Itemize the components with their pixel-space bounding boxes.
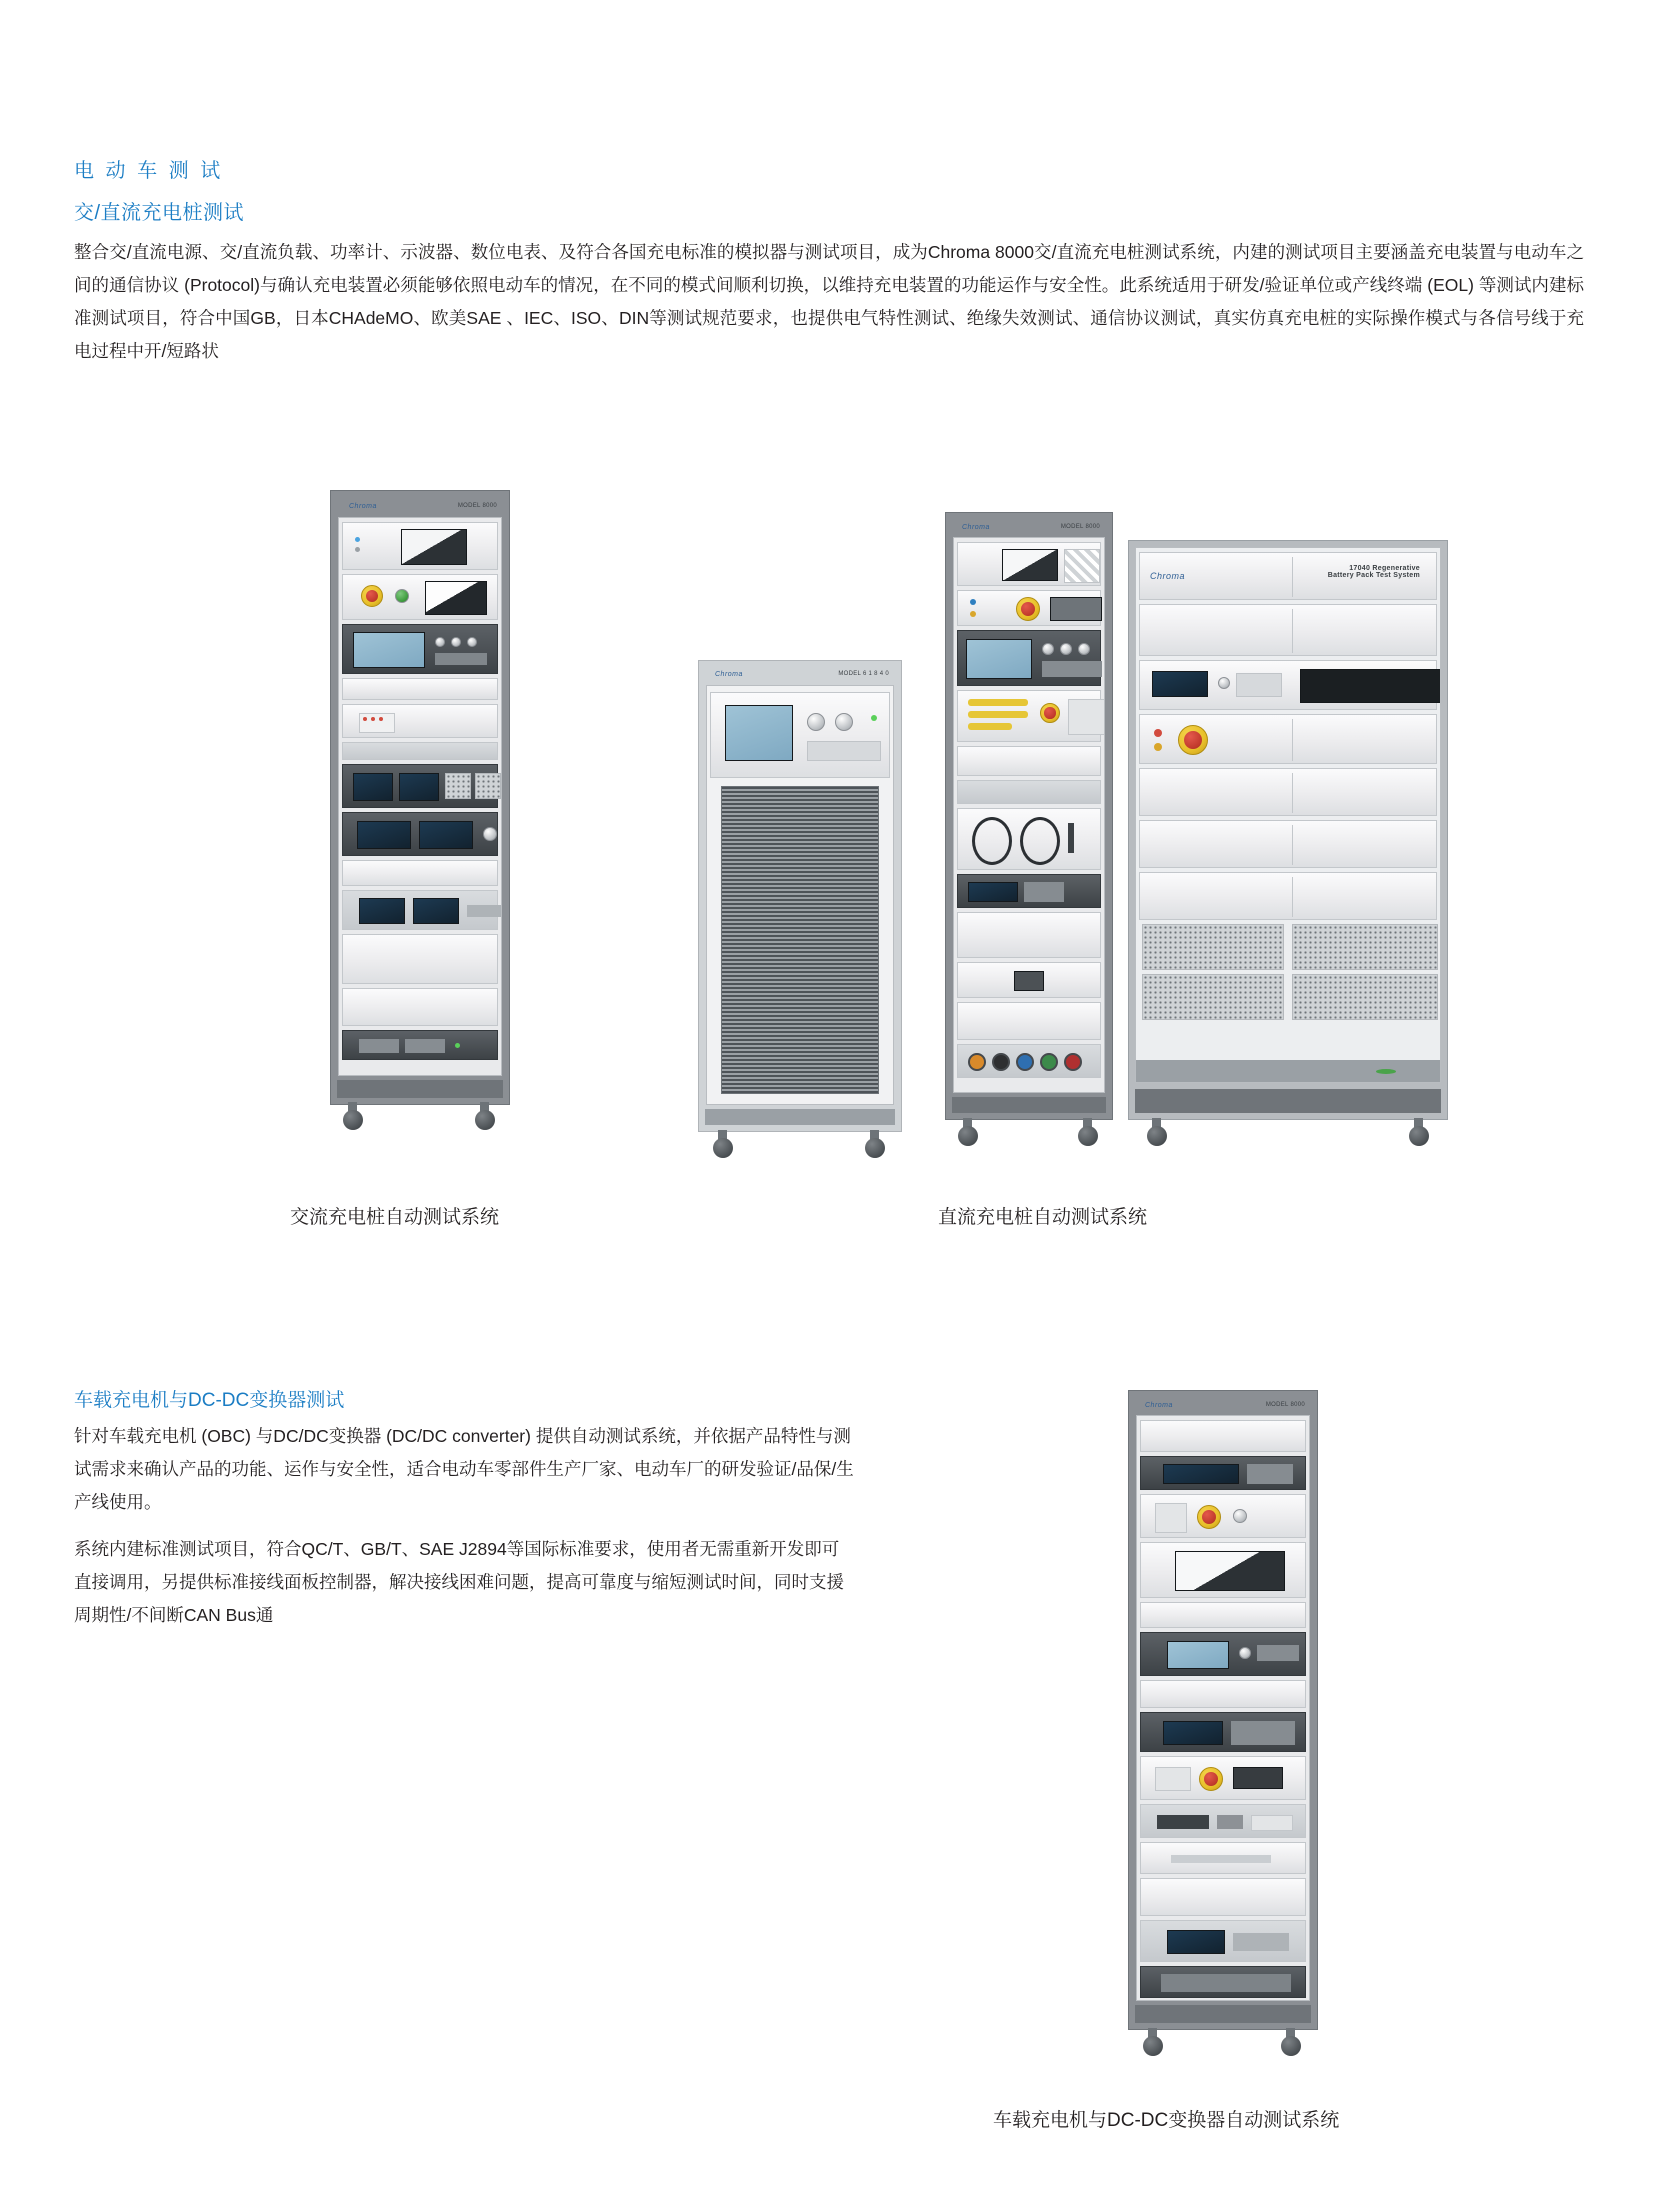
instrument-display	[353, 773, 393, 801]
cable-patch-unit	[957, 690, 1101, 742]
brand-label: Chroma	[962, 524, 990, 531]
keypad	[405, 1039, 445, 1053]
caster-wheel	[1078, 1126, 1098, 1146]
rack-unit	[1139, 604, 1437, 656]
charging-gun-cable	[1020, 817, 1060, 865]
display-panel	[1175, 1551, 1285, 1591]
brand-label: Chroma	[1150, 571, 1186, 581]
keypad	[1236, 673, 1282, 697]
brand-label: Chroma	[1145, 1402, 1173, 1409]
brand-label: Chroma	[349, 503, 377, 510]
oscilloscope-screen	[353, 632, 425, 668]
instrument-screen	[966, 639, 1032, 679]
instrument-display	[1163, 1464, 1239, 1484]
keypad	[1247, 1464, 1293, 1484]
panel-divider	[1292, 877, 1293, 917]
status-led	[1376, 1069, 1396, 1074]
controller-unit	[957, 874, 1101, 908]
interface-unit	[1140, 1804, 1306, 1838]
power-supply-unit	[342, 764, 498, 808]
controller-display	[725, 705, 793, 761]
power-unit	[1140, 1456, 1306, 1490]
rack-unit	[342, 522, 498, 570]
rack-cabinet	[945, 512, 1113, 1120]
analyzer-display	[1167, 1930, 1225, 1954]
ventilation-mesh	[1292, 924, 1438, 970]
rack-unit	[342, 860, 498, 886]
ventilation-mesh	[1292, 974, 1438, 1020]
system-name-line2: Battery Pack Test System	[1327, 572, 1420, 579]
rack-inner-panel	[953, 537, 1105, 1093]
display-unit	[1140, 1542, 1306, 1598]
instrument-screen	[1167, 1641, 1229, 1669]
rack-unit	[1139, 872, 1437, 920]
connector-strip	[1251, 1815, 1293, 1831]
ventilation-grille	[721, 786, 879, 1094]
rack-cabinet	[1128, 1390, 1318, 2030]
status-led	[355, 547, 360, 552]
caster-wheel	[1143, 2036, 1163, 2056]
tester-display	[1152, 671, 1208, 697]
caster-wheel	[865, 1138, 885, 1158]
rack-unit	[1139, 820, 1437, 868]
keypad	[1024, 882, 1064, 902]
rack-unit	[1140, 1878, 1306, 1916]
emergency-stop-button[interactable]	[1199, 1767, 1223, 1791]
load-unit	[1140, 1966, 1306, 1998]
button-row	[1233, 1933, 1289, 1951]
keypad	[1155, 1503, 1187, 1533]
power-led	[871, 715, 877, 721]
control-knob[interactable]	[1218, 677, 1230, 689]
interface-panel	[342, 1030, 498, 1060]
rack-unit	[342, 742, 498, 760]
charging-connector-unit	[957, 808, 1101, 870]
power-connector[interactable]	[1040, 1053, 1058, 1071]
rack-inner-panel	[338, 517, 502, 1076]
instrument-unit	[1140, 1632, 1306, 1676]
battery-rack-cabinet	[1128, 540, 1448, 1120]
figure-ac-system	[330, 490, 570, 1130]
rack-unit-control	[1140, 1494, 1306, 1538]
terminal-block	[1155, 1767, 1191, 1791]
instrument-display	[419, 821, 473, 849]
meter-display	[1163, 1721, 1223, 1745]
scope-knob[interactable]	[451, 637, 461, 647]
caster-wheel	[1147, 1126, 1167, 1146]
analyzer-unit	[1140, 1920, 1306, 1962]
base-plinth	[1135, 2005, 1311, 2023]
keypad	[1161, 1974, 1291, 1992]
subsection-title: 交/直流充电桩测试	[74, 202, 245, 224]
body-paragraph-obc-1: 针对车载充电机 (OBC) 与DC/DC变换器 (DC/DC converter) 提供自动测试系统，并依据产品特性与测试需求来确认产品的功能、运作与安全性，适合电动车零部件生产厂家、电动车厂的研发验证/品保/生产线使用。	[74, 1426, 854, 1512]
controller-display	[968, 882, 1018, 902]
panel-divider	[1292, 557, 1293, 597]
power-connector[interactable]	[1064, 1053, 1082, 1071]
selector-knob[interactable]	[1233, 1509, 1247, 1523]
panel-divider	[1292, 825, 1293, 865]
ventilation-mesh	[1142, 974, 1284, 1020]
figure-dc-system	[945, 512, 1135, 1142]
control-knob[interactable]	[807, 713, 825, 731]
control-knob[interactable]	[1078, 643, 1090, 655]
cable-bundle	[968, 723, 1012, 730]
rack-unit	[1139, 768, 1437, 816]
rack-unit	[957, 746, 1101, 776]
connector-panel	[957, 1044, 1101, 1078]
tester-unit	[1139, 660, 1437, 710]
panel-plate	[1068, 699, 1105, 735]
figure-caption-dc: 直流充电桩自动测试系统	[938, 1207, 1148, 1228]
display-panel	[425, 581, 487, 615]
controller-unit	[1140, 1756, 1306, 1800]
selector-knob[interactable]	[395, 589, 409, 603]
header-unit	[1139, 552, 1437, 600]
base-plinth	[705, 1109, 895, 1125]
caster-wheel	[1281, 2036, 1301, 2056]
display-panel	[401, 529, 467, 565]
figure-battery-pack-system	[1128, 540, 1468, 1140]
caster-wheel	[475, 1110, 495, 1130]
cable-bundle	[968, 711, 1028, 718]
status-led	[355, 537, 360, 542]
rack-unit	[342, 934, 498, 984]
controller-unit	[710, 692, 890, 778]
indicator-led	[970, 611, 976, 617]
indicator-led	[371, 717, 375, 721]
rack-inner-panel	[1135, 547, 1441, 1083]
cable-bundle	[968, 699, 1028, 706]
scope-knob[interactable]	[435, 637, 445, 647]
button-row	[807, 741, 881, 761]
panel-divider	[1292, 719, 1293, 761]
emergency-stop-button[interactable]	[1178, 725, 1208, 755]
control-knob[interactable]	[1060, 643, 1072, 655]
rack-unit	[1140, 1420, 1306, 1452]
figure-caption-obc: 车载充电机与DC-DC变换器自动测试系统	[993, 2110, 1340, 2131]
power-connector[interactable]	[968, 1053, 986, 1071]
instrument-display	[399, 773, 439, 801]
model-label: MODEL 8000	[1265, 1402, 1305, 1408]
button-row	[467, 905, 501, 917]
oscilloscope-unit	[342, 624, 498, 674]
figure-power-supply	[698, 660, 928, 1150]
emergency-stop-button[interactable]	[1040, 703, 1060, 723]
rack-unit	[957, 542, 1101, 586]
rack-unit-control	[957, 590, 1101, 626]
blank-panel	[1300, 669, 1441, 703]
rack-unit	[957, 962, 1101, 998]
instrument-unit	[957, 630, 1101, 686]
cable-hook	[1068, 823, 1074, 853]
power-cabinet	[698, 660, 902, 1132]
connector-strip	[1157, 1815, 1209, 1829]
subsection-title-obc: 车载充电机与DC-DC变换器测试	[74, 1390, 345, 1411]
rack-unit	[957, 1002, 1101, 1040]
button-row	[1257, 1645, 1299, 1661]
emergency-stop-button[interactable]	[361, 585, 383, 607]
control-knob[interactable]	[1042, 643, 1054, 655]
scope-knob[interactable]	[467, 637, 477, 647]
emergency-stop-button[interactable]	[1016, 597, 1040, 621]
rack-unit	[1140, 1842, 1306, 1874]
rack-unit	[957, 780, 1101, 804]
control-knob[interactable]	[483, 827, 497, 841]
rack-cabinet	[330, 490, 510, 1105]
small-display	[1050, 597, 1102, 621]
page-title: 电 动 车 测 试	[74, 160, 224, 182]
terminal-block	[359, 713, 395, 733]
body-paragraph: 整合交/直流电源、交/直流负载、功率计、示波器、数位电表、及符合各国充电标准的模拟器与测试项目，成为Chroma 8000交/直流充电桩测试系统，内建的测试项目主要涵盖充电装置与电动车之间的通信协议 (Protocol)与确认充电装置必须能够依照电动车的情况，在不同的模式间顺利切换，以维持充电装置的功能运作与安全性。此系统适用于研发/验证单位或产线终端 (EOL) 等测试内建标准测试项目，符合中国GB，日本CHAdeMO、欧美SAE 、IEC、ISO、DIN等测试规范要求，也提供电气特性测试、绝缘失效测试、通信协议测试，真实仿真充电桩的实际操作模式与各信号线于充电过程中开/短路状	[74, 242, 1584, 361]
rack-unit	[1140, 1602, 1306, 1628]
body-paragraph-obc-2: 系统内建标准测试项目，符合QC/T、GB/T、SAE J2894等国际标准要求，使用者无需重新开发即可直接调用，另提供标准接线面板控制器，解决接线困难问题，提高可靠度与缩短测试时间，同时支援周期性/不间断CAN Bus通	[74, 1539, 844, 1625]
rack-unit	[342, 988, 498, 1026]
connector-strip	[1217, 1815, 1243, 1829]
control-unit	[1139, 714, 1437, 764]
panel-divider	[1292, 773, 1293, 813]
emergency-stop-button[interactable]	[1197, 1505, 1221, 1529]
control-knob[interactable]	[1239, 1647, 1251, 1659]
charging-gun-cable	[972, 817, 1012, 865]
meter-unit	[1140, 1712, 1306, 1752]
brand-label: Chroma	[715, 671, 743, 678]
connector-unit	[342, 704, 498, 738]
label-strip	[1171, 1855, 1271, 1863]
indicator-led	[379, 717, 383, 721]
figure-caption-ac: 交流充电桩自动测试系统	[290, 1207, 500, 1228]
rack-unit	[342, 678, 498, 700]
fan-grille	[445, 773, 471, 799]
control-knob[interactable]	[835, 713, 853, 731]
keypad	[1231, 1721, 1295, 1745]
small-display	[1014, 971, 1044, 991]
instrument-display	[357, 821, 411, 849]
meter-display	[359, 898, 405, 924]
base-plinth	[337, 1080, 503, 1098]
power-connector[interactable]	[1016, 1053, 1034, 1071]
system-name-line1: 17040 Regenerative	[1349, 565, 1420, 572]
power-connector[interactable]	[992, 1053, 1010, 1071]
display-panel	[1002, 549, 1058, 581]
rack-inner-panel	[1136, 1415, 1310, 2001]
fan-grille	[475, 773, 501, 799]
meter-unit	[342, 890, 498, 930]
base-plinth	[952, 1097, 1106, 1113]
small-display	[1233, 1767, 1283, 1789]
caster-wheel	[713, 1138, 733, 1158]
indicator-led	[1154, 729, 1162, 737]
rack-unit	[1140, 1680, 1306, 1708]
button-row	[1042, 661, 1102, 677]
load-unit	[342, 812, 498, 856]
indicator-led	[455, 1043, 460, 1048]
meter-display	[413, 898, 459, 924]
model-label: MODEL 8000	[1060, 524, 1100, 530]
caster-wheel	[958, 1126, 978, 1146]
caster-wheel	[343, 1110, 363, 1130]
rack-unit-control	[342, 574, 498, 620]
diagonal-graphic	[1064, 549, 1100, 583]
button-row	[435, 653, 487, 665]
cabinet-front-panel	[706, 685, 894, 1105]
keypad	[359, 1039, 399, 1053]
caster-wheel	[1409, 1126, 1429, 1146]
panel-divider	[1292, 609, 1293, 653]
ventilation-mesh	[1142, 924, 1284, 970]
figure-obc-system	[1128, 1390, 1338, 2050]
model-label: MODEL 6 1 8 4 0	[838, 671, 889, 677]
indicator-led	[1154, 743, 1162, 751]
indicator-led	[363, 717, 367, 721]
rack-unit	[957, 912, 1101, 958]
model-label: MODEL 8000	[457, 503, 497, 509]
indicator-led	[970, 599, 976, 605]
base-plinth	[1135, 1089, 1441, 1113]
